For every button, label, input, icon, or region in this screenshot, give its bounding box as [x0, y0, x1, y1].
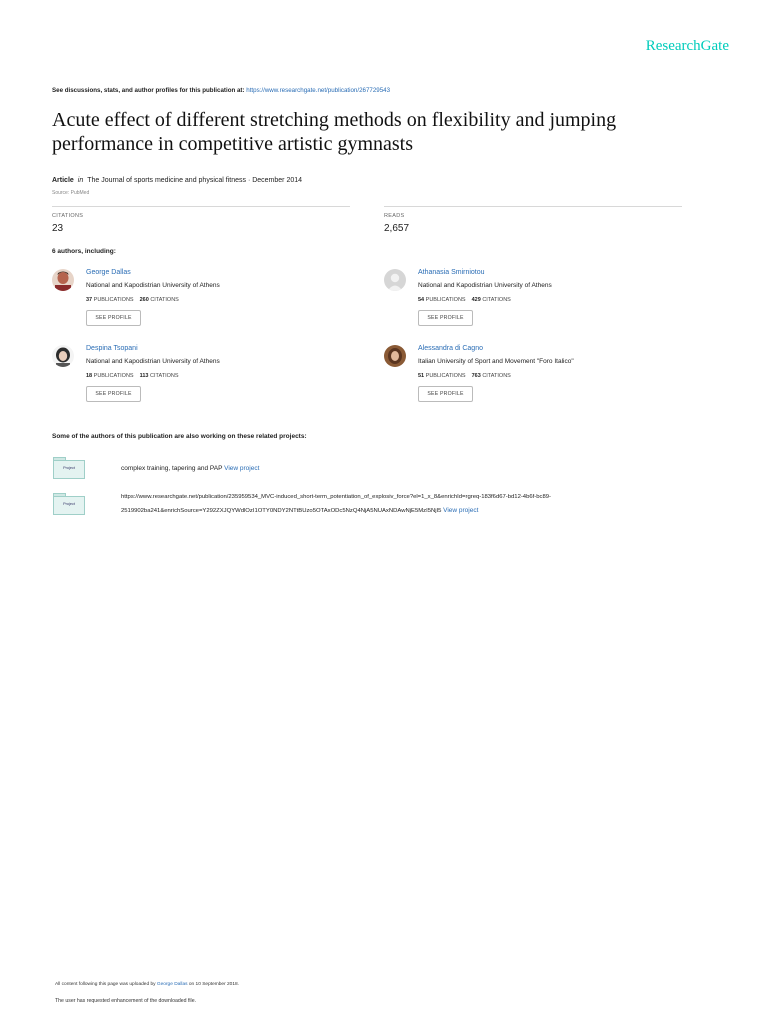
project-title: https://www.researchgate.net/publication/235959534_MVC-induced_short-term_potentiation_of_explosiv_force?el=1_x_8&enrichId=rgreq-183f6d67-bd12-4b6f-bc89-: [121, 494, 551, 500]
project-item: [121, 491, 721, 518]
publications-label: PUBLICATIONS: [93, 373, 134, 379]
citations-count: 23: [52, 223, 64, 234]
project-title: complex training, tapering and PAP: [121, 465, 225, 472]
publications-count: 51: [418, 373, 425, 379]
avatar[interactable]: [52, 269, 74, 291]
reads-divider: [384, 206, 682, 207]
citations-count: 429: [471, 297, 481, 303]
see-profile-button[interactable]: SEE PROFILE: [86, 310, 141, 326]
author-card-george-dallas: [52, 269, 352, 331]
project-icon-label: Project: [63, 502, 75, 506]
reads-count: 2,657: [384, 223, 410, 234]
project-folder-icon[interactable]: [53, 493, 85, 513]
author-name[interactable]: Despina Tsopani: [86, 345, 138, 352]
author-card-athanasia-smirniotou: [384, 269, 684, 331]
citations-label: CITATIONS: [150, 373, 179, 379]
uploader-link[interactable]: George Dallas: [156, 982, 188, 987]
article-source: Source: PubMed: [52, 190, 90, 196]
author-institution: National and Kapodistrian University of Athens: [86, 282, 220, 289]
author-institution: National and Kapodistrian University of Athens: [86, 358, 220, 365]
reads-label: READS: [384, 213, 405, 219]
upload-date: on 10 September 2018.: [187, 982, 240, 987]
publications-count: 18: [86, 373, 93, 379]
discussion-line: [52, 87, 390, 94]
citations-label: CITATIONS: [150, 297, 179, 303]
article-meta: [52, 177, 302, 184]
citations-count: 763: [471, 373, 481, 379]
see-profile-button[interactable]: SEE PROFILE: [86, 386, 141, 402]
authors-heading: 6 authors, including:: [52, 248, 116, 255]
researchgate-logo[interactable]: ResearchGate: [645, 38, 729, 54]
publications-count: 54: [418, 297, 425, 303]
author-institution: Italian University of Sport and Movement "Foro Italico": [418, 358, 574, 365]
see-profile-button[interactable]: SEE PROFILE: [418, 386, 473, 402]
author-stats: [86, 373, 179, 379]
related-projects-heading: Some of the authors of this publication are also working on these related projects:: [52, 433, 307, 440]
author-card-despina-tsopani: [52, 345, 352, 407]
article-in: in: [77, 177, 84, 184]
citations-label: CITATIONS: [52, 213, 84, 219]
publication-link[interactable]: https://www.researchgate.net/publication/267729543: [246, 87, 391, 94]
publications-label: PUBLICATIONS: [425, 297, 466, 303]
author-name[interactable]: Alessandra di Cagno: [418, 345, 483, 352]
publications-label: PUBLICATIONS: [425, 373, 466, 379]
citations-label: CITATIONS: [482, 373, 511, 379]
publications-count: 37: [86, 297, 93, 303]
article-venue: The Journal of sports medicine and physical fitness · December 2014: [87, 177, 303, 184]
project-title-cont: 2519902ba241&enrichSource=Y292ZXJQYWdlOzI1OTY0NDY2NTtBUzo5OTAxODc5NzQ4NjA5NUAxNDAwNjE5MzI5NjI5: [121, 508, 444, 514]
avatar[interactable]: [384, 345, 406, 367]
publications-label: PUBLICATIONS: [93, 297, 134, 303]
author-name[interactable]: George Dallas: [86, 269, 131, 276]
project-folder-icon[interactable]: [53, 457, 85, 477]
see-profile-button[interactable]: SEE PROFILE: [418, 310, 473, 326]
article-type: Article: [52, 177, 74, 184]
avatar[interactable]: [52, 345, 74, 367]
article-title: Acute effect of different stretching methods on flexibility and jumping performance in competitive artistic gymnasts: [52, 109, 617, 155]
citations-label: CITATIONS: [482, 297, 511, 303]
project-item: [121, 462, 259, 475]
author-institution: National and Kapodistrian University of Athens: [418, 282, 552, 289]
view-project-link[interactable]: View project: [443, 507, 479, 514]
citations-divider: [52, 206, 350, 207]
discussion-prefix: See discussions, stats, and author profiles for this publication at:: [52, 87, 247, 94]
avatar-placeholder-icon[interactable]: [384, 269, 406, 291]
author-card-alessandra-di-cagno: [384, 345, 684, 407]
author-stats: [86, 297, 179, 303]
project-icon-label: Project: [63, 466, 75, 470]
author-name[interactable]: Athanasia Smirniotou: [418, 269, 485, 276]
citations-count: 260: [139, 297, 149, 303]
enhancement-note: The user has requested enhancement of the downloaded file.: [55, 998, 197, 1004]
author-stats: [418, 297, 511, 303]
view-project-link[interactable]: View project: [224, 465, 260, 472]
upload-prefix: All content following this page was uploaded by: [55, 982, 157, 987]
upload-note: [55, 982, 239, 987]
author-stats: [418, 373, 511, 379]
citations-count: 113: [139, 373, 149, 379]
